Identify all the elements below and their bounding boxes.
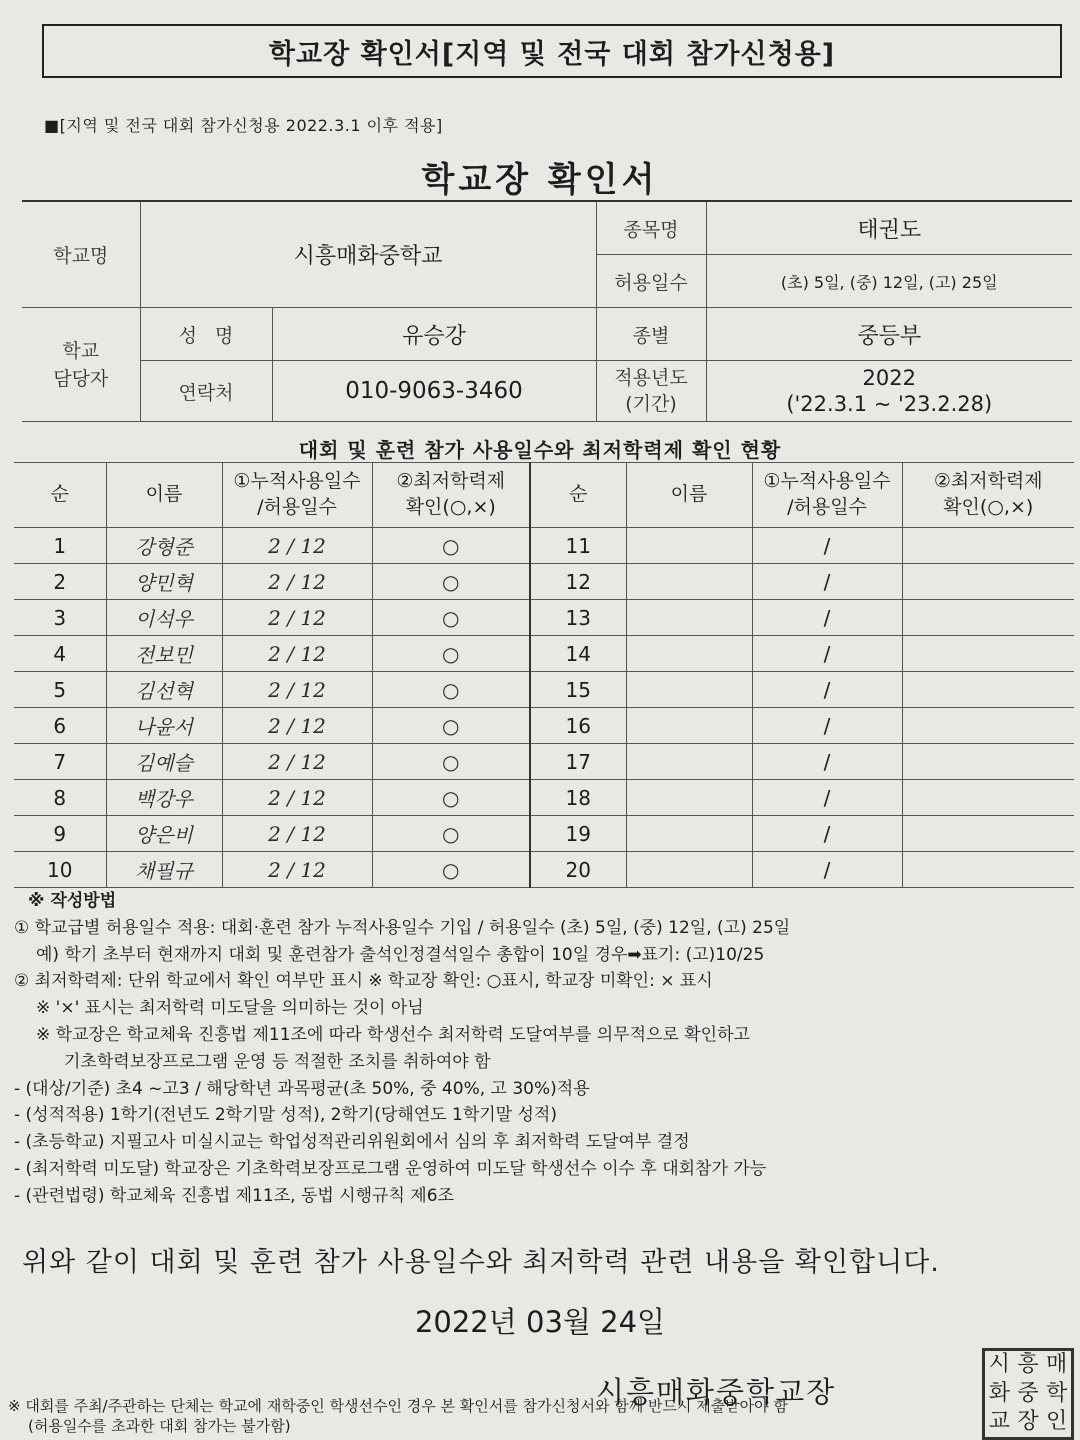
days-used: / xyxy=(752,780,902,816)
min-academic-check: ○ xyxy=(372,528,530,564)
days-used: 2 / 12 xyxy=(222,852,372,888)
row-no: 5 xyxy=(14,672,106,708)
note-line: - (대상/기준) 초4 ~고3 / 해당학년 과목평균(초 50%, 중 40%, 고 30%)적용 xyxy=(14,1078,590,1099)
table-row xyxy=(14,528,1074,564)
days-used: / xyxy=(752,672,902,708)
name-value: 유승강 xyxy=(272,308,596,361)
applicability-note: ■[지역 및 전국 대회 참가신청용 2022.3.1 이후 적용] xyxy=(44,116,443,135)
min-academic-check: ○ xyxy=(372,600,530,636)
min-academic-check: ○ xyxy=(372,780,530,816)
student-name: 양은비 xyxy=(106,816,222,852)
signing-date: 2022년 03월 24일 xyxy=(414,1305,666,1339)
days-used: / xyxy=(752,600,902,636)
sport-value: 태권도 xyxy=(706,201,1072,255)
days-used: 2 / 12 xyxy=(222,600,372,636)
row-no: 10 xyxy=(14,852,106,888)
row-no: 11 xyxy=(530,528,626,564)
student-name xyxy=(626,780,752,816)
min-academic-check: ○ xyxy=(372,744,530,780)
table-row xyxy=(14,636,1074,672)
min-academic-check xyxy=(902,744,1074,780)
row-no: 15 xyxy=(530,672,626,708)
principal-signature: 시흥매화중학교장 xyxy=(596,1375,837,1409)
min-academic-check xyxy=(902,816,1074,852)
student-name xyxy=(626,528,752,564)
roster-title: 대회 및 훈련 참가 사용일수와 최저학력제 확인 현황 xyxy=(298,438,782,462)
days-used: 2 / 12 xyxy=(222,564,372,600)
school-label: 학교명 xyxy=(22,201,140,308)
note-heading: ※ 작성방법 xyxy=(28,891,117,911)
confirmation-statement: 위와 같이 대회 및 훈련 참가 사용일수와 최저학력 관련 내용을 확인합니다. xyxy=(22,1247,940,1278)
student-name: 전보민 xyxy=(106,636,222,672)
student-name xyxy=(626,852,752,888)
note-line: - (성적적용) 1학기(전년도 2학기말 성적), 2학기(당해연도 1학기말 성적) xyxy=(14,1105,557,1126)
min-academic-check xyxy=(902,852,1074,888)
student-name: 강형준 xyxy=(106,528,222,564)
header-days-left: ①누적사용일수 /허용일수 xyxy=(222,463,372,528)
row-no: 16 xyxy=(530,708,626,744)
student-name xyxy=(626,816,752,852)
days-used: / xyxy=(752,564,902,600)
division-value: 중등부 xyxy=(706,308,1072,361)
manager-label: 학교 담당자 xyxy=(22,308,140,422)
min-academic-check: ○ xyxy=(372,564,530,600)
days-used: / xyxy=(752,528,902,564)
days-used: 2 / 12 xyxy=(222,708,372,744)
row-no: 4 xyxy=(14,636,106,672)
days-used: 2 / 12 xyxy=(222,780,372,816)
name-label: 성 명 xyxy=(140,308,272,361)
note-line: ※ 학교장은 학교체육 진흥법 제11조에 따라 학생선수 최저학력 도달여부를 의무적으로 확인하고 xyxy=(36,1024,750,1045)
row-no: 13 xyxy=(530,600,626,636)
row-no: 14 xyxy=(530,636,626,672)
year-label: 적용년도 (기간) xyxy=(596,361,706,422)
student-name: 김예슬 xyxy=(106,744,222,780)
min-academic-check xyxy=(902,708,1074,744)
min-academic-check xyxy=(902,780,1074,816)
student-name xyxy=(626,672,752,708)
min-academic-check xyxy=(902,528,1074,564)
student-name: 이석우 xyxy=(106,600,222,636)
student-name: 양민혁 xyxy=(106,564,222,600)
student-name: 김선혁 xyxy=(106,672,222,708)
note-line: ② 최저학력제: 단위 학교에서 확인 여부만 표시 ※ 학교장 확인: ○표시, 학교장 미확인: × 표시 xyxy=(14,971,713,992)
student-name xyxy=(626,600,752,636)
school-value: 시흥매화중학교 xyxy=(140,201,596,308)
note-line: ※ '×' 표시는 최저학력 미도달을 의미하는 것이 아님 xyxy=(36,998,424,1019)
days-value: (초) 5일, (중) 12일, (고) 25일 xyxy=(706,255,1072,308)
table-row xyxy=(14,852,1074,888)
days-used: 2 / 12 xyxy=(222,744,372,780)
note-line: 예) 학기 초부터 현재까지 대회 및 훈련참가 출석인정결석일수 총합이 10일 경우➡표기: (고)10/25 xyxy=(36,944,765,965)
student-name xyxy=(626,636,752,672)
min-academic-check xyxy=(902,636,1074,672)
table-row xyxy=(14,564,1074,600)
days-used: / xyxy=(752,708,902,744)
student-name xyxy=(626,744,752,780)
row-no: 18 xyxy=(530,780,626,816)
header-name-left: 이름 xyxy=(106,463,222,528)
footer-line: ※ 대회를 주최/주관하는 단체는 학교에 재학중인 학생선수인 경우 본 확인서를 참가신청서와 함께 반드시 제출받아야 함 xyxy=(8,1397,788,1415)
header-no-left: 순 xyxy=(14,463,106,528)
row-no: 17 xyxy=(530,744,626,780)
row-no: 19 xyxy=(530,816,626,852)
days-used: 2 / 12 xyxy=(222,636,372,672)
table-row xyxy=(14,780,1074,816)
table-row xyxy=(14,744,1074,780)
days-used: / xyxy=(752,636,902,672)
student-name: 나윤서 xyxy=(106,708,222,744)
student-name: 채필규 xyxy=(106,852,222,888)
days-used: / xyxy=(752,816,902,852)
days-used: 2 / 12 xyxy=(222,528,372,564)
row-no: 9 xyxy=(14,816,106,852)
instructions xyxy=(14,888,1074,1210)
form-title-box: 학교장 확인서[지역 및 전국 대회 참가신청용] xyxy=(42,24,1062,78)
table-row xyxy=(14,708,1074,744)
min-academic-check xyxy=(902,564,1074,600)
roster-table xyxy=(14,462,1074,888)
contact-value: 010-9063-3460 xyxy=(272,361,596,422)
year-value: 2022 ('22.3.1 ~ '23.2.28) xyxy=(706,361,1072,422)
header-days-right: ①누적사용일수 /허용일수 xyxy=(752,463,902,528)
row-no: 12 xyxy=(530,564,626,600)
min-academic-check: ○ xyxy=(372,816,530,852)
min-academic-check: ○ xyxy=(372,672,530,708)
days-label: 허용일수 xyxy=(596,255,706,308)
row-no: 20 xyxy=(530,852,626,888)
min-academic-check: ○ xyxy=(372,852,530,888)
min-academic-check xyxy=(902,600,1074,636)
contact-label: 연락처 xyxy=(140,361,272,422)
note-line: - (최저학력 미도달) 학교장은 기초학력보장프로그램 운영하여 미도달 학생선수 이수 후 대회참가 가능 xyxy=(14,1158,767,1179)
days-used: / xyxy=(752,852,902,888)
note-line: - (관련법령) 학교체육 진흥법 제11조, 동법 시행규칙 제6조 xyxy=(14,1185,454,1206)
official-seal: 시 흥 매 화 중 학 교 장 인 xyxy=(982,1348,1074,1440)
min-academic-check: ○ xyxy=(372,636,530,672)
document-title: 학교장 확인서 xyxy=(421,160,659,200)
min-academic-check xyxy=(902,672,1074,708)
days-used: 2 / 12 xyxy=(222,816,372,852)
student-name xyxy=(626,708,752,744)
header-no-right: 순 xyxy=(530,463,626,528)
table-row xyxy=(14,816,1074,852)
note-line: - (초등학교) 지필고사 미실시교는 학업성적관리위원회에서 심의 후 최저학력 도달여부 결정 xyxy=(14,1132,690,1153)
row-no: 7 xyxy=(14,744,106,780)
row-no: 2 xyxy=(14,564,106,600)
info-table xyxy=(22,200,1072,422)
row-no: 1 xyxy=(14,528,106,564)
min-academic-check: ○ xyxy=(372,708,530,744)
note-line: 기초학력보장프로그램 운영 등 적절한 조치를 취하여야 함 xyxy=(64,1051,491,1072)
footer-line: (허용일수를 초과한 대회 참가는 불가함) xyxy=(28,1417,291,1435)
division-label: 종별 xyxy=(596,308,706,361)
note-line: ① 학교급별 허용일수 적용: 대회·훈련 참가 누적사용일수 기입 / 허용일수 (초) 5일, (중) 12일, (고) 25일 xyxy=(14,917,791,938)
table-row xyxy=(14,600,1074,636)
row-no: 6 xyxy=(14,708,106,744)
table-row xyxy=(14,672,1074,708)
days-used: 2 / 12 xyxy=(222,672,372,708)
row-no: 3 xyxy=(14,600,106,636)
header-check-left: ②최저학력제 확인(○,×) xyxy=(372,463,530,528)
header-name-right: 이름 xyxy=(626,463,752,528)
student-name xyxy=(626,564,752,600)
sport-label: 종목명 xyxy=(596,201,706,255)
days-used: / xyxy=(752,744,902,780)
footer-note xyxy=(8,1396,788,1436)
header-check-right: ②최저학력제 확인(○,×) xyxy=(902,463,1074,528)
student-name: 백강우 xyxy=(106,780,222,816)
row-no: 8 xyxy=(14,780,106,816)
